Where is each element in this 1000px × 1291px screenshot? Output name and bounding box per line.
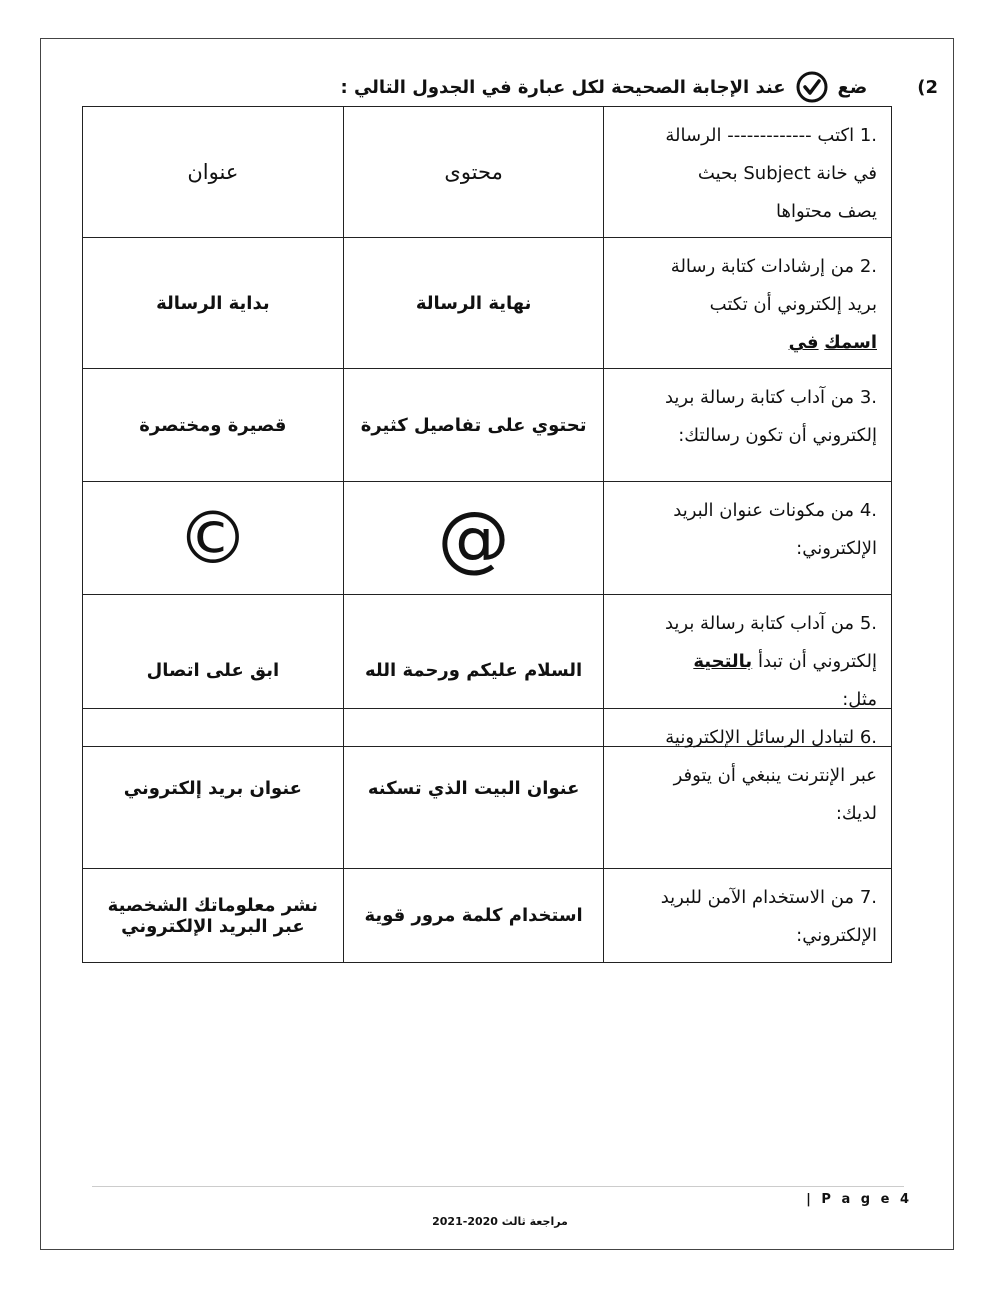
option-1-cell[interactable]: السلام عليكم ورحمة الله xyxy=(343,595,604,747)
table-row xyxy=(83,482,892,595)
put-word: ضع xyxy=(837,76,868,98)
question-cell: .7 من الاستخدام الآمن للبريد الإلكتروني: xyxy=(604,869,892,963)
option-2-cell[interactable]: ابق على اتصال xyxy=(83,595,344,747)
footer-divider xyxy=(92,1186,904,1187)
instruction-line xyxy=(300,70,938,104)
question-cell: .6 لتبادل الرسائل الإلكترونية عبر الإنترنت ينبغي أن يتوفر لديك: xyxy=(604,709,892,869)
footer-review-text: مراجعة ثالث 2020-2021 xyxy=(432,1215,568,1228)
question-cell: .2 من إرشادات كتابة رسالة بريد إلكتروني أن تكتب اسمك في xyxy=(604,238,892,369)
option-2-cell[interactable]: نشر معلوماتك الشخصية عبر البريد الإلكتروني xyxy=(83,869,344,963)
option-2-cell[interactable]: قصيرة ومختصرة xyxy=(83,369,344,482)
option-1-cell[interactable]: محتوى xyxy=(343,107,604,238)
table-row xyxy=(83,238,892,369)
table-row xyxy=(83,869,892,963)
instruction-text: عند الإجابة الصحيحة لكل عبارة في الجدول التالي : xyxy=(340,76,786,98)
option-1-cell[interactable]: استخدام كلمة مرور قوية xyxy=(343,869,604,963)
answer-table-2 xyxy=(82,708,892,963)
question-cell: .5 من آداب كتابة رسالة بريد إلكتروني أن تبدأ بالتحية مثل: xyxy=(604,595,892,747)
table-row xyxy=(83,709,892,869)
table-row xyxy=(83,107,892,238)
question-cell: .3 من آداب كتابة رسالة بريد إلكتروني أن تكون رسالتك: xyxy=(604,369,892,482)
copyright-icon: © xyxy=(176,496,249,580)
at-sign-icon: @ xyxy=(437,496,510,580)
question-cell: .1 اكتب ------------- الرسالة في خانة Subject بحيث يصف محتواها xyxy=(604,107,892,238)
option-1-cell[interactable]: نهاية الرسالة xyxy=(343,238,604,369)
option-1-cell[interactable]: عنوان البيت الذي تسكنه xyxy=(343,709,604,869)
option-1-cell[interactable]: تحتوي على تفاصيل كثيرة xyxy=(343,369,604,482)
page-number: | P a g e 4 xyxy=(806,1192,912,1207)
check-circle-icon xyxy=(796,71,828,103)
option-2-cell[interactable] xyxy=(83,482,344,595)
option-1-cell[interactable] xyxy=(343,482,604,595)
question-cell: .4 من مكونات عنوان البريد الإلكتروني: xyxy=(604,482,892,595)
question-number: 2) xyxy=(917,76,938,98)
option-2-cell[interactable]: عنوان بريد إلكتروني xyxy=(83,709,344,869)
option-2-cell[interactable]: عنوان xyxy=(83,107,344,238)
option-2-cell[interactable]: بداية الرسالة xyxy=(83,238,344,369)
answer-table-1 xyxy=(82,106,892,747)
table-row xyxy=(83,369,892,482)
